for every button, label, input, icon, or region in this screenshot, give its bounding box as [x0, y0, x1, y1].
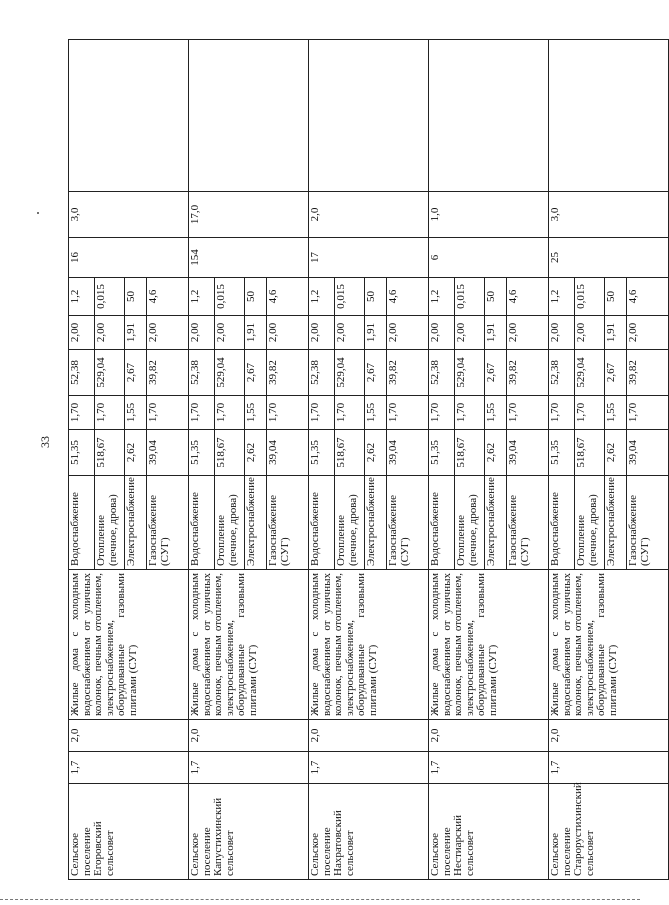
coefficient-cell: 2,0 — [549, 720, 669, 752]
value-cell: 39,82 — [507, 350, 549, 396]
count-cell: 17 — [309, 238, 429, 278]
value-cell: 52,38 — [429, 350, 455, 396]
value-cell: 1,55 — [605, 396, 627, 430]
value-cell: 39,04 — [267, 430, 309, 476]
value-cell: 1,2 — [309, 278, 335, 316]
value-cell: 4,6 — [627, 278, 669, 316]
value-cell: 529,04 — [575, 350, 605, 396]
value-cell: 2,00 — [455, 316, 485, 350]
value-cell: 0,015 — [335, 278, 365, 316]
service-name-cell: Газоснабжение (СУГ) — [387, 476, 429, 570]
value-cell: 1,2 — [429, 278, 455, 316]
service-name-cell: Газоснабжение (СУГ) — [507, 476, 549, 570]
settlement-cell: Сельское поселение Капустихинский сельсовет — [189, 784, 309, 880]
value-cell: 529,04 — [215, 350, 245, 396]
value-cell: 1,2 — [549, 278, 575, 316]
scan-edge-line — [0, 899, 640, 900]
value-cell: 529,04 — [335, 350, 365, 396]
value-cell: 1,70 — [507, 396, 549, 430]
value-cell: 1,70 — [335, 396, 365, 430]
housing-description-cell: Жилые дома с холодным водоснабжением от уличных колонок, печным отоплением, электроснабжением, оборудованные газовыми плитами (СУГ) — [549, 570, 669, 720]
value-cell: 1,70 — [455, 396, 485, 430]
value-cell: 39,82 — [147, 350, 189, 396]
service-name-cell: Отопление (печное, дрова) — [575, 476, 605, 570]
value-cell: 1,70 — [575, 396, 605, 430]
service-name-cell: Газоснабжение (СУГ) — [147, 476, 189, 570]
total-cell: 17,0 — [189, 192, 309, 238]
value-cell: 2,62 — [605, 430, 627, 476]
value-cell: 52,38 — [189, 350, 215, 396]
value-cell: 52,38 — [549, 350, 575, 396]
empty-cell — [429, 40, 549, 192]
service-name-cell: Электроснабжение — [605, 476, 627, 570]
service-name-cell: Отопление (печное, дрова) — [455, 476, 485, 570]
page-number: 33 — [38, 436, 52, 448]
table-row — [69, 40, 95, 880]
housing-description-cell: Жилые дома с холодным водоснабжением от уличных колонок, печным отоплением, электроснабжением, оборудованные газовыми плитами (СУГ) — [429, 570, 549, 720]
settlement-cell: Сельское поселение Егоровский сельсовет — [69, 784, 189, 880]
value-cell: 1,70 — [215, 396, 245, 430]
service-name-cell: Водоснабжение — [429, 476, 455, 570]
value-cell: 2,00 — [429, 316, 455, 350]
coefficient-cell: 2,0 — [69, 720, 189, 752]
table-row — [309, 40, 335, 880]
value-cell: 1,91 — [125, 316, 147, 350]
value-cell: 39,04 — [507, 430, 549, 476]
value-cell: 51,35 — [189, 430, 215, 476]
value-cell: 2,67 — [125, 350, 147, 396]
value-cell: 2,67 — [365, 350, 387, 396]
value-cell: 2,62 — [485, 430, 507, 476]
table-row — [189, 40, 215, 880]
value-cell: 4,6 — [387, 278, 429, 316]
value-cell: 518,67 — [215, 430, 245, 476]
rotated-table-container — [68, 40, 651, 880]
empty-cell — [309, 40, 429, 192]
count-cell: 6 — [429, 238, 549, 278]
value-cell: 52,38 — [69, 350, 95, 396]
value-cell: 2,62 — [365, 430, 387, 476]
scan-speck — [37, 212, 39, 214]
value-cell: 50 — [485, 278, 507, 316]
housing-description-cell: Жилые дома с холодным водоснабжением от уличных колонок, печным отоплением, электроснабжением, оборудованные газовыми плитами (СУГ) — [189, 570, 309, 720]
value-cell: 39,82 — [267, 350, 309, 396]
service-name-cell: Электроснабжение — [125, 476, 147, 570]
table-row — [429, 40, 455, 880]
count-cell: 25 — [549, 238, 669, 278]
value-cell: 51,35 — [309, 430, 335, 476]
value-cell: 1,70 — [95, 396, 125, 430]
total-cell: 3,0 — [69, 192, 189, 238]
coefficient-cell: 2,0 — [189, 720, 309, 752]
coefficient-cell: 2,0 — [429, 720, 549, 752]
value-cell: 2,00 — [189, 316, 215, 350]
value-cell: 529,04 — [455, 350, 485, 396]
service-name-cell: Электроснабжение — [485, 476, 507, 570]
coefficient-cell: 1,7 — [429, 752, 549, 784]
value-cell: 50 — [365, 278, 387, 316]
service-name-cell: Водоснабжение — [549, 476, 575, 570]
total-cell: 2,0 — [309, 192, 429, 238]
value-cell: 39,82 — [387, 350, 429, 396]
value-cell: 1,70 — [387, 396, 429, 430]
value-cell: 2,62 — [245, 430, 267, 476]
value-cell: 2,00 — [575, 316, 605, 350]
value-cell: 2,00 — [507, 316, 549, 350]
value-cell: 2,00 — [95, 316, 125, 350]
value-cell: 2,00 — [309, 316, 335, 350]
value-cell: 1,70 — [267, 396, 309, 430]
value-cell: 39,82 — [627, 350, 669, 396]
value-cell: 1,91 — [605, 316, 627, 350]
value-cell: 518,67 — [575, 430, 605, 476]
value-cell: 2,00 — [147, 316, 189, 350]
value-cell: 39,04 — [147, 430, 189, 476]
service-name-cell: Электроснабжение — [245, 476, 267, 570]
value-cell: 2,00 — [335, 316, 365, 350]
empty-cell — [189, 40, 309, 192]
value-cell: 1,55 — [485, 396, 507, 430]
value-cell: 1,55 — [365, 396, 387, 430]
total-cell: 1,0 — [429, 192, 549, 238]
total-cell: 3,0 — [549, 192, 669, 238]
value-cell: 0,015 — [575, 278, 605, 316]
service-name-cell: Водоснабжение — [69, 476, 95, 570]
value-cell: 1,55 — [245, 396, 267, 430]
value-cell: 1,2 — [189, 278, 215, 316]
value-cell: 2,00 — [627, 316, 669, 350]
value-cell: 0,015 — [455, 278, 485, 316]
value-cell: 4,6 — [507, 278, 549, 316]
value-cell: 2,67 — [485, 350, 507, 396]
service-name-cell: Отопление (печное, дрова) — [95, 476, 125, 570]
value-cell: 2,00 — [267, 316, 309, 350]
service-name-cell: Водоснабжение — [189, 476, 215, 570]
value-cell: 1,70 — [309, 396, 335, 430]
value-cell: 2,62 — [125, 430, 147, 476]
value-cell: 51,35 — [69, 430, 95, 476]
value-cell: 51,35 — [429, 430, 455, 476]
value-cell: 518,67 — [95, 430, 125, 476]
value-cell: 518,67 — [335, 430, 365, 476]
coefficient-cell: 1,7 — [69, 752, 189, 784]
value-cell: 50 — [125, 278, 147, 316]
settlement-cell: Сельское поселение Нахратовский сельсовет — [309, 784, 429, 880]
value-cell: 39,04 — [387, 430, 429, 476]
value-cell: 51,35 — [549, 430, 575, 476]
housing-description-cell: Жилые дома с холодным водоснабжением от уличных колонок, печным отоплением, электроснабжением, оборудованные газовыми плитами (СУГ) — [309, 570, 429, 720]
value-cell: 1,70 — [147, 396, 189, 430]
value-cell: 1,70 — [549, 396, 575, 430]
empty-cell — [69, 40, 189, 192]
value-cell: 1,70 — [429, 396, 455, 430]
value-cell: 1,70 — [189, 396, 215, 430]
value-cell: 2,67 — [605, 350, 627, 396]
value-cell: 1,2 — [69, 278, 95, 316]
coefficient-cell: 2,0 — [309, 720, 429, 752]
value-cell: 1,55 — [125, 396, 147, 430]
value-cell: 1,70 — [627, 396, 669, 430]
value-cell: 518,67 — [455, 430, 485, 476]
value-cell: 52,38 — [309, 350, 335, 396]
coefficient-cell: 1,7 — [549, 752, 669, 784]
table-row — [549, 40, 575, 880]
value-cell: 1,91 — [485, 316, 507, 350]
value-cell: 2,00 — [69, 316, 95, 350]
value-cell: 2,00 — [387, 316, 429, 350]
value-cell: 0,015 — [95, 278, 125, 316]
count-cell: 16 — [69, 238, 189, 278]
service-name-cell: Электроснабжение — [365, 476, 387, 570]
empty-cell — [549, 40, 669, 192]
count-cell: 154 — [189, 238, 309, 278]
value-cell: 2,00 — [215, 316, 245, 350]
value-cell: 1,70 — [69, 396, 95, 430]
settlement-cell: Сельское поселение Старорустихинский сельсовет — [549, 784, 669, 880]
value-cell: 1,91 — [245, 316, 267, 350]
service-name-cell: Отопление (печное, дрова) — [335, 476, 365, 570]
housing-description-cell: Жилые дома с холодным водоснабжением от уличных колонок, печным отоплением, электроснабжением, оборудованные газовыми плитами (СУГ) — [69, 570, 189, 720]
value-cell: 2,00 — [549, 316, 575, 350]
service-name-cell: Газоснабжение (СУГ) — [267, 476, 309, 570]
service-name-cell: Водоснабжение — [309, 476, 335, 570]
value-cell: 0,015 — [215, 278, 245, 316]
service-name-cell: Отопление (печное, дрова) — [215, 476, 245, 570]
value-cell: 1,91 — [365, 316, 387, 350]
value-cell: 529,04 — [95, 350, 125, 396]
value-cell: 2,67 — [245, 350, 267, 396]
service-name-cell: Газоснабжение (СУГ) — [627, 476, 669, 570]
value-cell: 50 — [245, 278, 267, 316]
tariff-table — [68, 39, 669, 880]
value-cell: 4,6 — [267, 278, 309, 316]
coefficient-cell: 1,7 — [309, 752, 429, 784]
value-cell: 50 — [605, 278, 627, 316]
settlement-cell: Сельское поселение Нестиарский сельсовет — [429, 784, 549, 880]
value-cell: 4,6 — [147, 278, 189, 316]
value-cell: 39,04 — [627, 430, 669, 476]
coefficient-cell: 1,7 — [189, 752, 309, 784]
